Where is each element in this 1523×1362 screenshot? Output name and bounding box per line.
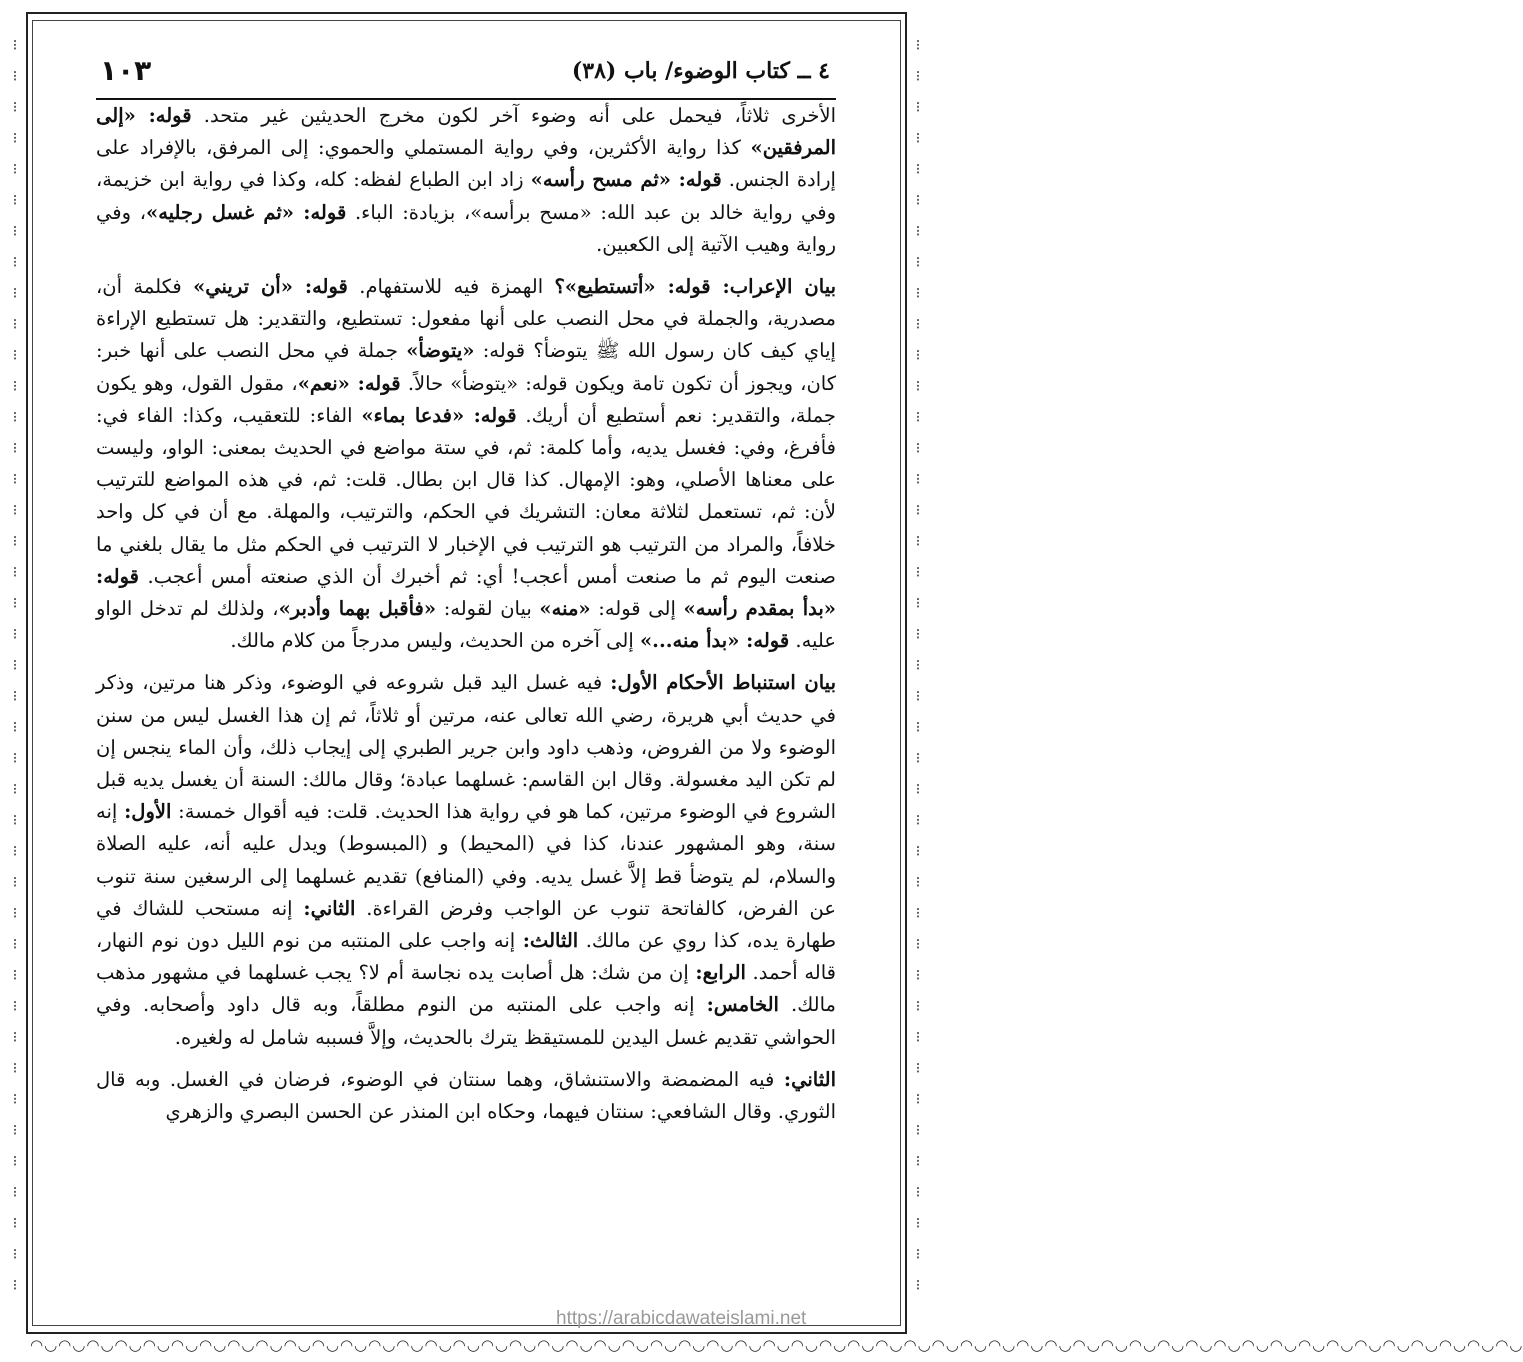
text-run: الفاء: للتعقيب، وكذا: الفاء في: فأفرغ، وفي: فغسل يديه، وأما كلمة: ثم، في ستة مواضع في الحديث بمعنى: الواو، وليست على معناها الأصلي، وهو: الإمهال. كذا قال ابن بطال. قلت: ثم، في هذه المواضع للترتيب لأن: ثم، تستعمل لثلاثة معان: التشريك في الحكم، والترتيب، والمهلة. مع أن في كل واحد خلافاً، والمراد من الترتيب هو الترتيب في الإخبار لا الترتيب في الحكم مثل ما يقال بلغني ما صنعت اليوم ثم ما صنعت أمس أعجب! أي: ثم أخبرك أن الذي صنعته أمس أعجب.: [96, 403, 836, 588]
text-run: زاد ابن الطباع لفظه: كله، وكذا في رواية ابن خزيمة، وفي رواية خالد بن عبد الله: «مسح برأسه»، بزيادة: الباء.: [96, 168, 837, 224]
paragraph: [96, 1064, 836, 1128]
text-run: ، وفي رواية وهيب الآتية إلى الكعبين.: [96, 200, 836, 256]
text-run: بيان لقوله:: [436, 597, 540, 621]
text-run: ، ولذلك لم تدخل الواو عليه.: [96, 597, 836, 653]
text-run: جملة في محل النصب على أنها خبر: كان، ويجوز أن تكون تامة ويكون قوله: «يتوضأ» حالاً.: [96, 339, 837, 395]
text-run: فيه المضمضة والاستنشاق، وهما سنتان في الوضوء، فرضان في الغسل. وبه قال الثوري. وقال الشافعي: سنتان فيهما، وحكاه ابن المنذر عن الحسن البصري والزهري: [96, 1067, 836, 1124]
left-ornament-border: ⁝ ⁝ ⁝ ⁝ ⁝ ⁝ ⁝ ⁝ ⁝ ⁝ ⁝ ⁝ ⁝ ⁝ ⁝ ⁝ ⁝ ⁝ ⁝ ⁝ ⁝ ⁝ ⁝ ⁝ ⁝ ⁝ ⁝ ⁝ ⁝ ⁝ ⁝ ⁝ ⁝ ⁝ ⁝ ⁝ ⁝ ⁝ ⁝ ⁝ ⁝: [12, 36, 18, 1294]
text-run: فيه غسل اليد قبل شروعه في الوضوء، وذكر هنا مرتين، وذكر في حديث أبي هريرة، رضي الله تعالى عنه، مرتين أو ثلاثاً، ثم إن هذا الغسل ليس من سنن الوضوء ولا من الفروض، وذهب داود وابن جرير الطبري إلى إيجاب ذلك، وأن الماء ينجس إن لم تكن اليد مغسولة. وقال ابن القاسم: غسلهما عبادة؛ وقال مالك: السنة أن يغسل يديه قبل الشروع في الوضوء مرتين، كما هو في رواية هذا الحديث. قلت: فيه أقوال خمسة:: [96, 671, 836, 824]
bold-text: الرابع:: [695, 961, 746, 985]
paragraph: [96, 667, 836, 1053]
bold-text: بيان الإعراب: قوله: «أتستطيع»؟: [554, 275, 837, 299]
paragraph: [96, 100, 836, 261]
bold-text: قوله: «فدعا بماء»: [361, 403, 517, 427]
text-run: إنه مستحب للشاك في طهارة يده، كذا روي عن مالك.: [96, 896, 836, 953]
bold-text: قوله: «أن تريني»: [193, 275, 348, 299]
text-run: إنه واجب على المنتبه من النوم مطلقاً، وبه قال داود وأصحابه. وفي الحواشي تقديم غسل اليدين للمستيقظ يترك بالحديث، وإلاَّ فسببه شامل له ولغيره.: [96, 993, 836, 1049]
bold-text: قوله: «ثم غسل رجليه»: [146, 200, 347, 224]
text-run: فكلمة أن، مصدرية، والجملة في محل النصب على أنها مفعول: تستطيع، والتقدير: هل تستطيع الإراءة إياي كيف كان رسول الله ﷺ يتوضأ؟ قوله:: [96, 275, 836, 363]
bold-text: قوله: «نعم»: [297, 371, 401, 395]
running-head: ٤ ــ كتاب الوضوء/ باب (٣٨): [571, 58, 830, 84]
bold-text: قوله: «بدأ منه...»: [639, 629, 790, 653]
text-run: إلى قوله:: [590, 597, 684, 621]
text-run: إنه واجب على المنتبه من نوم الليل دون نوم النهار، قاله أحمد.: [96, 929, 836, 985]
text-run: إلى آخره من الحديث، وليس مدرجاً من كلام مالك.: [230, 629, 640, 653]
bold-text: «منه»: [539, 597, 591, 621]
text-run: كذا رواية الأكثرين، وفي رواية المستملي والحموي: إلى المرفق، بالإفراد على إرادة الجنس.: [96, 136, 836, 192]
text-run: إنه سنة، وهو المشهور عندنا، كذا في (المحيط) و (المبسوط) ويدل عليه أنه، عليه الصلاة والسلام، لم يتوضأ قط إلاَّ غسل يديه. وفي (المنافع) تقديم غسلهما إلى الرسغين سنة تنوب عن الفرض، كالفاتحة تنوب عن الواجب وفرض القراءة.: [96, 800, 836, 920]
paragraph: [96, 271, 836, 657]
text-run: ، مقول القول، وهو يكون جملة، والتقدير: نعم أستطيع أن أريك.: [96, 371, 836, 427]
bold-text: الثاني:: [303, 896, 356, 920]
text-run: الهمزة فيه للاستفهام.: [347, 275, 555, 299]
page-body: [96, 100, 836, 1128]
text-run: إن من شك: هل أصابت يده نجاسة أم لا؟ يجب غسلهما في مشهور مذهب مالك.: [96, 961, 836, 1017]
bold-text: قوله: «بدأ بمقدم رأسه»: [96, 564, 836, 621]
bold-text: «فأقبل بهما وأدبر»: [278, 597, 437, 621]
text-run: الأخرى ثلاثاً، فيحمل على أنه وضوء آخر لكون مخرج الحديثين غير متحد.: [191, 104, 837, 127]
bold-text: الثاني:: [783, 1067, 836, 1091]
bold-text: الأول:: [124, 800, 172, 824]
bold-text: بيان استنباط الأحكام الأول:: [610, 671, 836, 695]
bold-text: «يتوضأ»: [406, 339, 475, 363]
bold-text: قوله: «إلى المرفقين»: [96, 104, 836, 160]
watermark-url: https://arabicdawateislami.net: [556, 1308, 807, 1329]
right-ornament-border: ⁝ ⁝ ⁝ ⁝ ⁝ ⁝ ⁝ ⁝ ⁝ ⁝ ⁝ ⁝ ⁝ ⁝ ⁝ ⁝ ⁝ ⁝ ⁝ ⁝ ⁝ ⁝ ⁝ ⁝ ⁝ ⁝ ⁝ ⁝ ⁝ ⁝ ⁝ ⁝ ⁝ ⁝ ⁝ ⁝ ⁝ ⁝ ⁝ ⁝ ⁝: [915, 36, 921, 1294]
page-header: [96, 56, 836, 100]
bold-text: الخامس:: [706, 993, 779, 1017]
bottom-ornament-border: ◠◡◠◡◠◡◠◡◠◡◠◡◠◡◠◡◠◡◠◡◠◡◠◡◠◡◠◡◠◡◠◡◠◡◠◡◠◡◠◡◠◡◠◡◠◡◠◡◠◡◠◡◠◡◠◡◠◡◠◡◠◡◠◡◠◡◠◡◠◡◠◡◠◡◠◡◠◡◠◡◠◡◠◡◠◡◠◡◠◡◠◡◠◡◠◡◠◡◠◡◠◡◠◡◠◡: [30, 1336, 1523, 1354]
bold-text: الثالث:: [522, 929, 579, 953]
page-number: ١٠٣: [100, 54, 152, 87]
bold-text: قوله: «ثم مسح رأسه»: [530, 168, 722, 192]
